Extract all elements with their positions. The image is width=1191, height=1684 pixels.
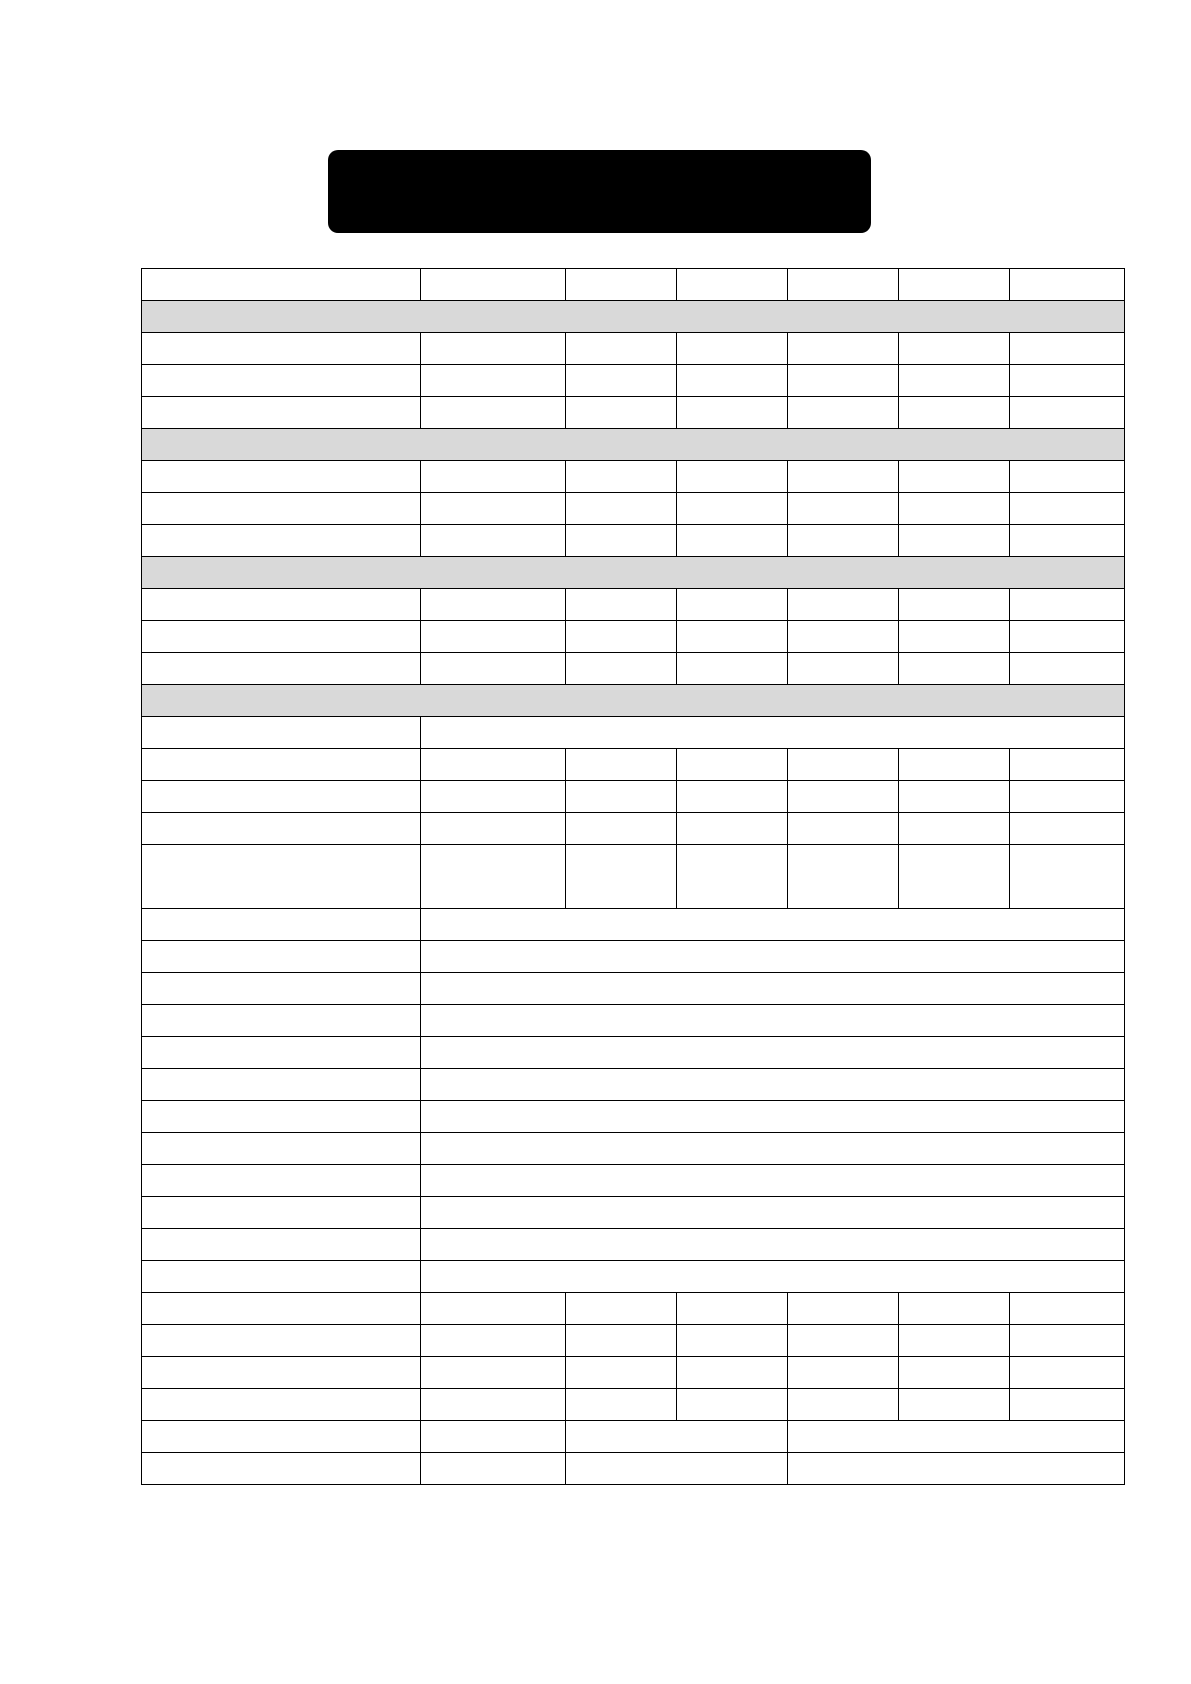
table-cell: [788, 1453, 1125, 1485]
table-row: [142, 653, 1125, 685]
table-cell: [677, 653, 788, 685]
table-cell: [566, 621, 677, 653]
table-cell: [788, 1293, 899, 1325]
table-cell: [788, 365, 899, 397]
table-cell: [566, 365, 677, 397]
table-cell: [1010, 1325, 1125, 1357]
table-cell: [142, 1293, 421, 1325]
section-label: [142, 429, 1125, 461]
table-cell: [899, 461, 1010, 493]
table-cell: [142, 1389, 421, 1421]
wide-row: [142, 1133, 1125, 1165]
table-cell: [142, 1421, 421, 1453]
header-cell: [142, 269, 421, 301]
table-row: [142, 749, 1125, 781]
table-cell: [899, 1293, 1010, 1325]
table-cell: [677, 749, 788, 781]
table-cell: [142, 1197, 421, 1229]
table-cell: [1010, 589, 1125, 621]
table-cell: [142, 1101, 421, 1133]
table-row: [142, 621, 1125, 653]
table-cell: [421, 749, 566, 781]
table-cell: [421, 365, 566, 397]
table-cell: [1010, 1389, 1125, 1421]
table-cell: [1010, 461, 1125, 493]
table-cell: [677, 525, 788, 557]
table-cell: [421, 1165, 1125, 1197]
table-cell: [142, 1261, 421, 1293]
table-cell: [421, 1037, 1125, 1069]
table-cell: [1010, 813, 1125, 845]
table-cell: [788, 461, 899, 493]
table-cell: [142, 525, 421, 557]
table-row: [142, 589, 1125, 621]
table-cell: [1010, 621, 1125, 653]
table-cell: [566, 653, 677, 685]
wide-row: [142, 909, 1125, 941]
table-cell: [142, 973, 421, 1005]
header-cell: [899, 269, 1010, 301]
table-row: [142, 333, 1125, 365]
table-cell: [899, 365, 1010, 397]
table-cell: [1010, 525, 1125, 557]
section-label: [142, 301, 1125, 333]
table-cell: [566, 1453, 788, 1485]
table-cell: [899, 621, 1010, 653]
table-cell: [421, 333, 566, 365]
table-cell: [142, 653, 421, 685]
table-cell: [788, 1389, 899, 1421]
table-cell: [788, 589, 899, 621]
table-row: [142, 493, 1125, 525]
table-cell: [421, 717, 1125, 749]
table-cell: [142, 845, 421, 909]
table-cell: [142, 781, 421, 813]
table-row: [142, 1389, 1125, 1421]
table-cell: [566, 461, 677, 493]
section-header-row: [142, 685, 1125, 717]
table-cell: [421, 1133, 1125, 1165]
table-cell: [421, 461, 566, 493]
table-row: [142, 461, 1125, 493]
table-cell: [421, 1069, 1125, 1101]
table-cell: [421, 1101, 1125, 1133]
header-row: [142, 269, 1125, 301]
table-cell: [142, 749, 421, 781]
wide-row: [142, 1069, 1125, 1101]
section-label: [142, 685, 1125, 717]
table-cell: [421, 1197, 1125, 1229]
table-cell: [1010, 493, 1125, 525]
table-cell: [566, 525, 677, 557]
table-cell: [421, 1261, 1125, 1293]
table-cell: [677, 1293, 788, 1325]
table-cell: [899, 1325, 1010, 1357]
table-cell: [566, 1357, 677, 1389]
table-cell: [1010, 653, 1125, 685]
wide-row: [142, 941, 1125, 973]
page-title: [328, 150, 871, 233]
table-cell: [566, 1389, 677, 1421]
table-cell: [421, 493, 566, 525]
table-cell: [1010, 749, 1125, 781]
table-row: [142, 525, 1125, 557]
wide-row: [142, 1037, 1125, 1069]
table-cell: [899, 653, 1010, 685]
table-cell: [142, 1453, 421, 1485]
split-row: [142, 1453, 1125, 1485]
table-row: [142, 813, 1125, 845]
table-cell: [1010, 397, 1125, 429]
table-row: [142, 1357, 1125, 1389]
table-cell: [566, 493, 677, 525]
table-cell: [566, 749, 677, 781]
wide-row: [142, 1197, 1125, 1229]
tall-row: [142, 845, 1125, 909]
header-cell: [566, 269, 677, 301]
table-cell: [677, 621, 788, 653]
table-cell: [421, 1389, 566, 1421]
table-cell: [142, 909, 421, 941]
table-cell: [421, 973, 1125, 1005]
table-cell: [788, 1421, 1125, 1453]
table-cell: [788, 397, 899, 429]
table-cell: [142, 333, 421, 365]
table-cell: [677, 333, 788, 365]
table-cell: [566, 333, 677, 365]
table-row: [142, 397, 1125, 429]
table-cell: [421, 653, 566, 685]
table-cell: [899, 1389, 1010, 1421]
table-cell: [421, 589, 566, 621]
table-row: [142, 1293, 1125, 1325]
header-cell: [1010, 269, 1125, 301]
table-cell: [788, 493, 899, 525]
table-cell: [899, 1357, 1010, 1389]
table-cell: [421, 1005, 1125, 1037]
table-cell: [421, 1357, 566, 1389]
table-cell: [566, 1421, 788, 1453]
table-cell: [421, 621, 566, 653]
table-cell: [899, 845, 1010, 909]
table-cell: [677, 1389, 788, 1421]
header-cell: [788, 269, 899, 301]
split-row: [142, 1421, 1125, 1453]
wide-row: [142, 973, 1125, 1005]
table-cell: [788, 1325, 899, 1357]
table-cell: [899, 589, 1010, 621]
table-cell: [142, 1133, 421, 1165]
header-cell: [421, 269, 566, 301]
table-cell: [142, 1005, 421, 1037]
table-cell: [788, 781, 899, 813]
table-cell: [677, 845, 788, 909]
table-cell: [677, 781, 788, 813]
section-header-row: [142, 301, 1125, 333]
table-cell: [566, 397, 677, 429]
table-cell: [421, 1293, 566, 1325]
table-cell: [142, 1165, 421, 1197]
table-cell: [142, 589, 421, 621]
section-label: [142, 557, 1125, 589]
table-cell: [788, 653, 899, 685]
table-cell: [677, 813, 788, 845]
table-cell: [899, 525, 1010, 557]
table-cell: [677, 589, 788, 621]
wide-row: [142, 1229, 1125, 1261]
table-cell: [788, 525, 899, 557]
table-cell: [677, 493, 788, 525]
table-cell: [1010, 1357, 1125, 1389]
table-cell: [899, 813, 1010, 845]
table-cell: [142, 1037, 421, 1069]
table-cell: [421, 397, 566, 429]
table-cell: [421, 845, 566, 909]
table-cell: [142, 365, 421, 397]
spec-table: [141, 268, 1125, 1485]
table-cell: [788, 813, 899, 845]
table-cell: [788, 1357, 899, 1389]
table-row: [142, 365, 1125, 397]
table-cell: [899, 781, 1010, 813]
wide-row: [142, 1005, 1125, 1037]
table-cell: [566, 1325, 677, 1357]
wide-row: [142, 1101, 1125, 1133]
table-cell: [1010, 845, 1125, 909]
table-cell: [566, 1293, 677, 1325]
table-cell: [1010, 1293, 1125, 1325]
table-cell: [421, 813, 566, 845]
table-row: [142, 1325, 1125, 1357]
table-cell: [421, 1453, 566, 1485]
table-cell: [566, 589, 677, 621]
table-cell: [142, 397, 421, 429]
table-cell: [677, 397, 788, 429]
table-cell: [421, 909, 1125, 941]
table-cell: [421, 1325, 566, 1357]
table-cell: [1010, 365, 1125, 397]
table-cell: [677, 461, 788, 493]
table-cell: [788, 749, 899, 781]
table-cell: [677, 365, 788, 397]
wide-row: [142, 1165, 1125, 1197]
section-header-row: [142, 557, 1125, 589]
table-cell: [899, 749, 1010, 781]
table-cell: [142, 461, 421, 493]
table-cell: [677, 1325, 788, 1357]
table-cell: [421, 1421, 566, 1453]
table-cell: [142, 717, 421, 749]
table-cell: [142, 941, 421, 973]
table-cell: [1010, 333, 1125, 365]
table-cell: [566, 845, 677, 909]
table-cell: [142, 1357, 421, 1389]
table-cell: [421, 525, 566, 557]
table-cell: [788, 621, 899, 653]
wide-row: [142, 1261, 1125, 1293]
table-cell: [421, 941, 1125, 973]
table-cell: [142, 1069, 421, 1101]
table-cell: [1010, 781, 1125, 813]
table-cell: [421, 781, 566, 813]
table-cell: [788, 845, 899, 909]
section-header-row: [142, 429, 1125, 461]
table-cell: [142, 493, 421, 525]
table-cell: [566, 813, 677, 845]
table-cell: [899, 493, 1010, 525]
merged-row: [142, 717, 1125, 749]
header-cell: [677, 269, 788, 301]
table-cell: [142, 1325, 421, 1357]
table-cell: [899, 333, 1010, 365]
table-cell: [142, 1229, 421, 1261]
table-row: [142, 781, 1125, 813]
table-cell: [566, 781, 677, 813]
table-cell: [142, 621, 421, 653]
table-cell: [899, 397, 1010, 429]
table-cell: [421, 1229, 1125, 1261]
table-cell: [142, 813, 421, 845]
table-cell: [677, 1357, 788, 1389]
table-cell: [788, 333, 899, 365]
